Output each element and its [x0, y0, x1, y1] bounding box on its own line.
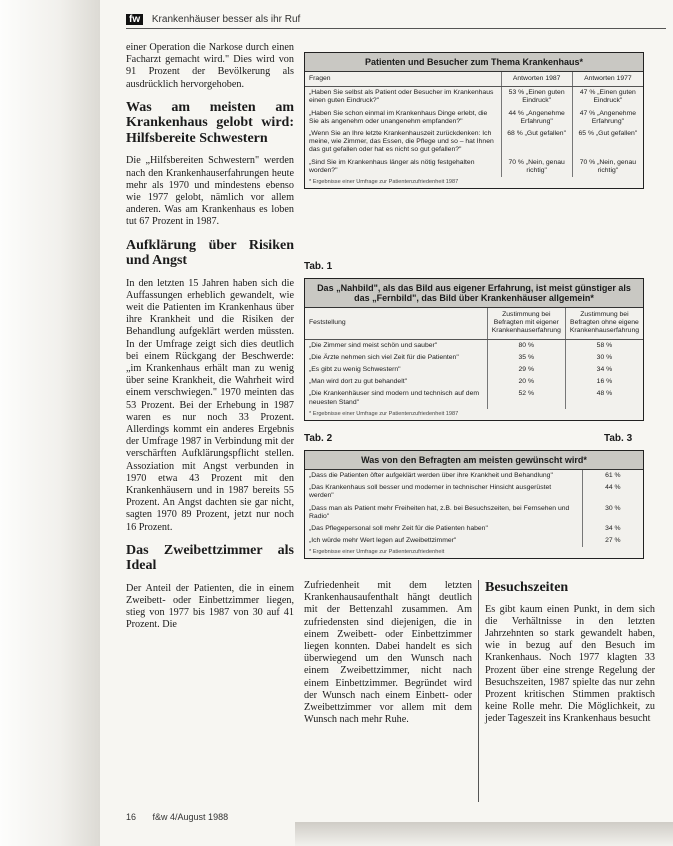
table-cell: „Es gibt zu wenig Schwestern": [309, 366, 401, 374]
heading-risks: Aufklärung über Risiken und Angst: [126, 237, 294, 269]
table-1-col-1987: Antworten 1987: [501, 72, 572, 87]
table-2-grid: [305, 308, 643, 409]
table-2-label: Tab. 2: [304, 433, 333, 444]
middle-column: [304, 580, 472, 726]
table-cell: 80 %: [487, 339, 565, 352]
table-cell: „Die Ärzte nehmen sich viel Zeit für die Patienten": [309, 353, 459, 361]
table-cell: 47 % „Einen guten Eindruck": [572, 87, 643, 108]
table-cell: „Ich würde mehr Wert legen auf Zweibettzimmer": [309, 537, 457, 545]
intro-paragraph: einer Operation die Narkose durch einen Facharzt gemacht wird." Dies wird von 91 Prozent der Bevölkerung als ausdrücklich hervorgehoben.: [126, 42, 294, 90]
table-2-title: Das „Nahbild", als das Bild aus eigener Erfahrung, ist meist günstiger als das „Fernbild", das Bild über Krankenhäuser allgemein*: [305, 279, 643, 308]
page-footer: [126, 812, 228, 822]
paragraph-twin-room: Der Anteil der Patienten, die in einem Zweibett- oder Einbettzimmer liegen, stieg von 1977 bis 1987 von 30 auf 41 Prozent. Die: [126, 582, 294, 631]
paragraph-praise: Die „Hilfsbereiten Schwestern" werden nach den Krankenhauserfahrungen heute mehr als 1970 und mindestens ebenso wie 1977 gelobt, nämlich vor allem anderen. Was am Krankenhaus es loben tut 67 Prozent in 1987.: [126, 155, 294, 228]
table-2-col-statement: Feststellung: [305, 308, 487, 339]
table-cell: „Dass man als Patient mehr Freiheiten hat, z.B. bei Besuchszeiten, bei Fernsehen und Radio": [309, 504, 570, 520]
table-cell: 65 % „Gut gefallen": [572, 128, 643, 157]
left-column: [126, 42, 294, 636]
page-number: 16: [126, 812, 137, 822]
table-row: [305, 470, 643, 482]
table-cell: 48 %: [565, 388, 643, 408]
running-header: [126, 14, 666, 28]
paragraph-risks: In den letzten 15 Jahren haben sich die Auffassungen erheblich gewandelt, wie weit die Patienten im Krankenhaus über ihre Krankheit und die Risiken der Behandlung aufgeklärt werden müssten. In der Umfrage zeigt sich dies deutlich bei einem Rückgang der Beschwerde: „im Krankenhaus erhält man zu wenig über seine Krankheit, die Wahrheit wird einem verschwiegen." 1970 meinten das 53 Prozent. Bei der Erhebung in 1987 waren es nur noch 33 Prozent. Allerdings kommt ein anderes Ergebnis der Umfrage 1987 in Verbindung mit der verschärften Aufklärungspflicht stellen. Assoziation mit Angst verbunden in 1970 etwa 43 Prozent mit den Krankenhäusern und in 1987 bereits 55 Prozent. An Angst dachten sie gar nicht, sagten 1970 89 Prozent, jetzt nur noch 16 Prozent.: [126, 277, 294, 533]
table-cell: 27 %: [582, 535, 643, 547]
binding-gutter: [0, 0, 100, 846]
table-cell: 70 % „Nein, genau richtig": [501, 157, 572, 177]
table-cell: „Sind Sie im Krankenhaus länger als nötig festgehalten worden?": [309, 158, 475, 174]
table-2-footnote: * Ergebnisse einer Umfrage zur Patientenzufriedenheit 1987: [309, 410, 459, 417]
table-3-title: Was von den Befragten am meisten gewünscht wird*: [305, 451, 643, 470]
table-1-col-question: Fragen: [305, 72, 501, 87]
table-cell: 44 %: [582, 482, 643, 502]
heading-visiting-hours: Besuchszeiten: [485, 580, 569, 595]
table-cell: „Haben Sie selbst als Patient oder Besucher im Krankenhaus einen guten Eindruck?": [309, 89, 494, 105]
table-cell: 47 % „Angenehme Erfahrung": [572, 108, 643, 128]
table-row: [305, 157, 643, 177]
paragraph-bed-count: Zufriedenheit mit dem letzten Krankenhausaufenthalt hängt deutlich mit der Bettenzahl zusammen. Am zufriedensten sind diejenigen, die in einem Zweibett- oder Einbettzimmer liegen konnten. Dabei handelt es sich überwiegend um den Wunsch nach einem Zweibettzimmer, nicht nach einem Einbettzimmer. Begründet wird der Wunsch nach einem Einbett- oder Zweibettzimmer vor allem mit dem Wunsch nach mehr Ruhe.: [304, 580, 472, 726]
table-cell: 52 %: [487, 388, 565, 408]
table-row: [305, 339, 643, 352]
table-1-title: Patienten und Besucher zum Thema Krankenhaus*: [305, 53, 643, 72]
table-1-grid: [305, 72, 643, 177]
table-row: [305, 503, 643, 523]
table-row: [305, 523, 643, 535]
table-1-footnote: * Ergebnisse einer Umfrage zur Patientenzufriedenheit 1987: [309, 179, 459, 186]
table-cell: „Haben Sie schon einmal im Krankenhaus Dinge erlebt, die Sie als angenehm oder unangenehm empfanden?": [309, 109, 488, 125]
heading-praise: Was am meisten am Krankenhaus gelobt wird: Hilfsbereite Schwestern: [126, 99, 294, 146]
table-3-footnote: * Ergebnisse einer Umfrage zur Patientenzufriedenheit: [309, 549, 445, 556]
paragraph-visiting-hours: Es gibt kaum einen Punkt, in dem sich die Verhältnisse in den letzten Jahrzehnten so stark gewandelt haben, wie in bezug auf den Besuch im Krankenhaus. Noch 1977 klagten 33 Prozent über eine strenge Regelung der Besuchszeiten, 1987 spielte das nur zehn Prozent kritischen Stimmen praktisch keine Rolle mehr. Die Möglichkeit, zu jeder Tageszeit ins Krankenhaus besucht: [485, 603, 655, 725]
table-row: [305, 376, 643, 388]
page-edge-shadow: [295, 822, 673, 846]
table-cell: „Das Krankenhaus soll besser und moderner in technischer Hinsicht ausgerüstet werden": [309, 484, 552, 500]
table-row: [305, 352, 643, 364]
table-1-col-1977: Antworten 1977: [572, 72, 643, 87]
table-2-col-inexperienced: Zustimmung bei Befragten ohne eigene Krankenhauserfahrung: [565, 308, 643, 339]
header-rule: [126, 28, 666, 29]
right-column: [485, 580, 655, 726]
table-1-label: Tab. 1: [304, 261, 333, 272]
table-3-label: Tab. 3: [604, 433, 633, 444]
table-cell: 58 %: [565, 339, 643, 352]
table-cell: 70 % „Nein, genau richtig": [572, 157, 643, 177]
table-cell: 16 %: [565, 376, 643, 388]
table-2: [304, 278, 644, 421]
table-row: [305, 388, 643, 408]
table-row: [305, 535, 643, 547]
table-row: [305, 108, 643, 128]
table-3-grid: [305, 470, 643, 547]
table-cell: 30 %: [565, 352, 643, 364]
table-cell: „Man wird dort zu gut behandelt": [309, 378, 408, 386]
table-row: [305, 364, 643, 376]
table-cell: 35 %: [487, 352, 565, 364]
column-rule: [478, 580, 479, 802]
table-cell: 53 % „Einen guten Eindruck": [501, 87, 572, 108]
table-cell: „Die Zimmer sind meist schön und sauber": [309, 341, 438, 349]
header-title: Krankenhäuser besser als ihr Ruf: [151, 14, 301, 25]
issue-info: f&w 4/August 1988: [152, 812, 229, 822]
table-cell: „Das Pflegepersonal soll mehr Zeit für die Patienten haben": [309, 525, 488, 533]
journal-logo: fw: [126, 14, 143, 25]
table-cell: „Wenn Sie an Ihre letzte Krankenhauszeit zurückdenken: Ich meine, wie Zimmer, das Essen, die Pflege und so – hat Ihnen das gut gefallen oder hat es nicht so gut gefallen?": [309, 130, 494, 154]
table-cell: 34 %: [582, 523, 643, 535]
table-1: [304, 52, 644, 189]
table-cell: „Dass die Patienten öfter aufgeklärt werden über ihre Krankheit und Behandlung": [309, 472, 553, 479]
table-cell: 61 %: [582, 470, 643, 482]
table-row: [305, 87, 643, 108]
table-cell: 20 %: [487, 376, 565, 388]
table-cell: 68 % „Gut gefallen": [501, 128, 572, 157]
table-cell: 34 %: [565, 364, 643, 376]
table-cell: 44 % „Angenehme Erfahrung": [501, 108, 572, 128]
table-row: [305, 482, 643, 502]
table-cell: 30 %: [582, 503, 643, 523]
heading-twin-room: Das Zweibettzimmer als Ideal: [126, 542, 294, 574]
table-3: [304, 450, 644, 559]
table-row: [305, 128, 643, 157]
table-2-col-experienced: Zustimmung bei Befragten mit eigener Krankenhauserfahrung: [487, 308, 565, 339]
table-cell: 29 %: [487, 364, 565, 376]
table-cell: „Die Krankenhäuser sind modern und technisch auf dem neuesten Stand": [309, 390, 480, 406]
